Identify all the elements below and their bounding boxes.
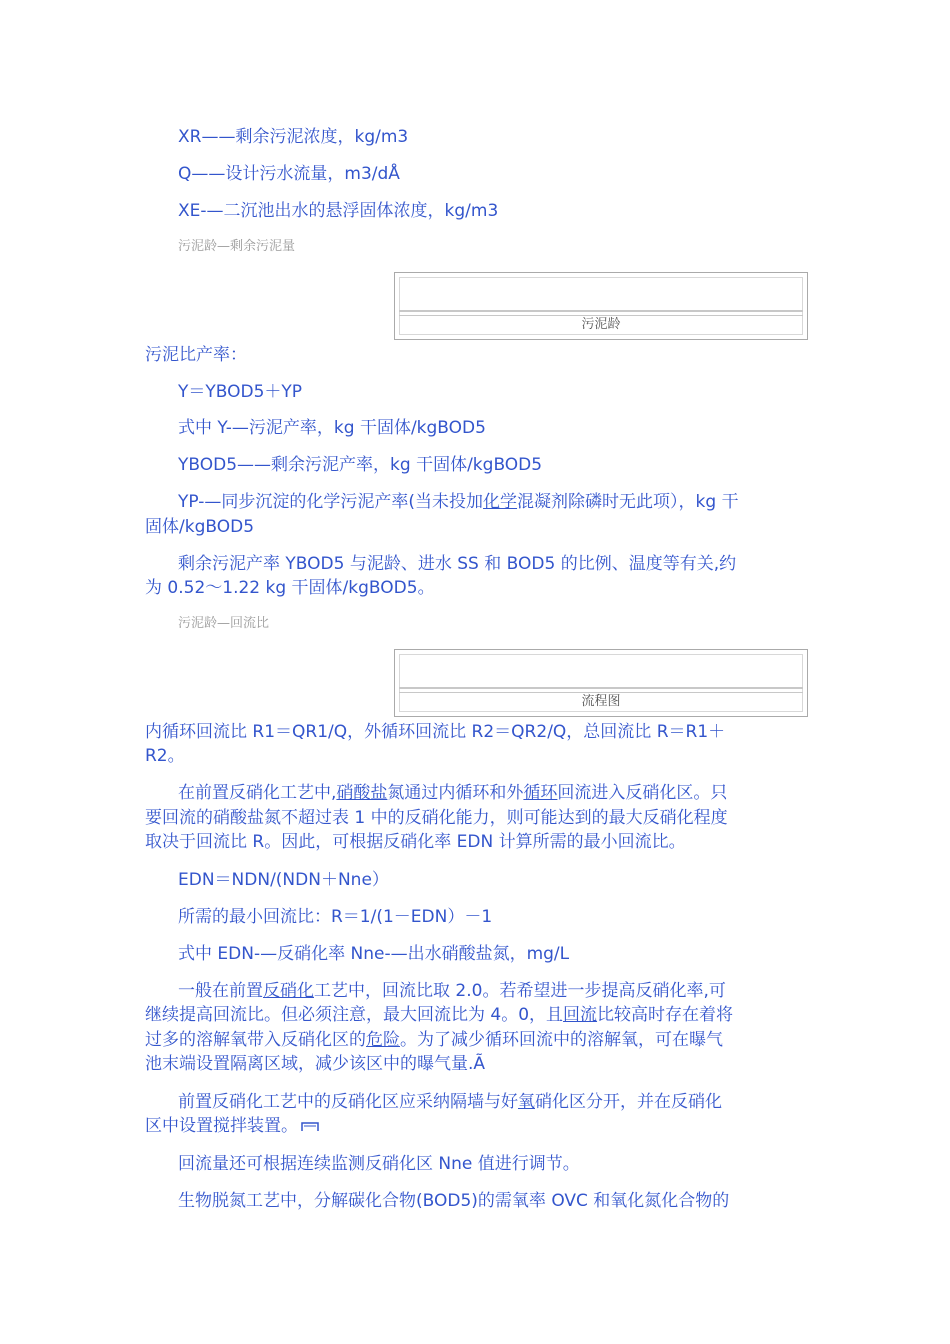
link-oxygen[interactable]: 氧 [518,1092,535,1112]
link-danger[interactable]: 危险 [366,1030,400,1050]
paragraph-excess-sludge-line1: 剩余污泥产率 YBOD5 与泥龄、进水 SS 和 BOD5 的比例、温度等有关,约 [178,554,737,574]
figure-label-1: 污泥龄 [581,317,621,332]
reflux-para-line2 [145,1003,733,1027]
formula-edn: EDN＝NDN/(NDN＋Nne） [178,870,389,890]
partition-para-line1 [178,1090,722,1114]
text-span: 回流进入反硝化区。只 [557,783,728,803]
text-span: 氮通过内循环和外 [387,783,524,803]
definition-yp-line1 [178,490,739,514]
text-span: YP-—同步沉淀的化学污泥产率(当未投加 [178,492,484,512]
denitrification-para-line2: 要回流的硝酸盐氮不超过表 1 中的反硝化能力，则可能达到的最大反硝化程度 [145,808,728,828]
figure-divider [399,687,803,689]
text-span: 区中设置搅拌装置。 [145,1116,298,1136]
partition-para-line2 [145,1114,320,1138]
link-denitrification[interactable]: 反硝化 [263,981,314,1001]
denitrification-para-line3: 取决于回流比 R。因此，可根据反硝化率 EDN 计算所需的最小回流比。 [145,832,686,852]
text-span: 。为了减少循环回流中的溶解氧，可在曝气 [400,1030,723,1050]
definition-y: 式中 Y-—污泥产率，kg 干固体/kgBOD5 [178,418,486,438]
link-cycle[interactable]: 循环 [523,783,558,803]
formula-y: Y＝YBOD5＋YP [178,382,303,402]
text-span: 混凝剂除磷时无此项），kg 干 [517,492,739,512]
reflux-para-line1 [178,979,726,1003]
figure-placeholder-1 [394,272,808,340]
text-span: 继续提高回流比。但必须注意，最大回流比为 4。0，且 [145,1005,564,1025]
figure-label-2: 流程图 [581,694,621,709]
text-span: 比较高时存在着将 [597,1005,734,1025]
definition-yp-line2: 固体/kgBOD5 [145,517,255,537]
adjustment-para: 回流量还可根据连续监测反硝化区 Nne 值进行调节。 [178,1154,580,1174]
definition-xe: XE-—二沉池出水的悬浮固体浓度，kg/m3 [178,201,499,221]
definition-q: Q——设计污水流量，m3/dÅ [178,164,400,184]
definition-xr-text: —剩余污泥浓度，kg/m3 [218,127,409,147]
link-nitrate[interactable]: 硝酸盐 [336,783,388,803]
oxygen-demand-para-line1: 生物脱氮工艺中，分解碳化合物(BOD5)的需氧率 OVC 和氧化氮化合物的 [178,1191,730,1211]
term-xr: XR [178,127,202,147]
reflux-ratio-line1: 内循环回流比 R1＝QR1/Q，外循环回流比 R2＝QR2/Q，总回流比 R＝R1＋ [145,722,726,742]
reflux-ratio-line2: R2。 [145,746,185,766]
reflux-para-line3 [145,1028,723,1052]
figure-placeholder-2 [394,649,808,717]
text-span: 在前置反硝化工艺中, [178,783,337,803]
link-chemistry[interactable]: 化学 [483,492,518,512]
text-span: 硝化区分开，并在反硝化 [535,1092,722,1112]
text-span: 前置反硝化工艺中的反硝化区应采纳隔墙与好 [178,1092,518,1112]
figure-caption-2: 污泥龄—回流比 [178,616,270,631]
dash: — [201,127,219,147]
definition-edn: 式中 EDN-—反硝化率 Nne-—出水硝酸盐氮，mg/L [178,944,570,964]
paragraph-excess-sludge-line2: 为 0.52～1.22 kg 干固体/kgBOD5。 [145,578,435,598]
text-span: 一般在前置 [178,981,263,1001]
figure-divider [399,310,803,312]
figure-caption-1: 污泥龄—剩余污泥量 [178,239,296,254]
text-span: 过多的溶解氧带入反硝化区的 [145,1030,366,1050]
sludge-yield-heading: 污泥比产率： [145,345,247,365]
definition-ybod5: YBOD5——剩余污泥产率，kg 干固体/kgBOD5 [178,455,543,475]
text-span: 工艺中，回流比取 2.0。若希望进一步提高反硝化率,可 [314,981,726,1001]
definition-xr [178,125,408,149]
formula-min-reflux: 所需的最小回流比：R＝1/(1－EDN）－1 [178,907,493,927]
broken-glyph-icon [300,1119,320,1133]
link-reflux[interactable]: 回流 [563,1005,598,1025]
reflux-para-line4: 池末端设置隔离区域，减少该区中的曝气量.Ã [145,1054,486,1074]
denitrification-para-line1 [178,781,727,805]
